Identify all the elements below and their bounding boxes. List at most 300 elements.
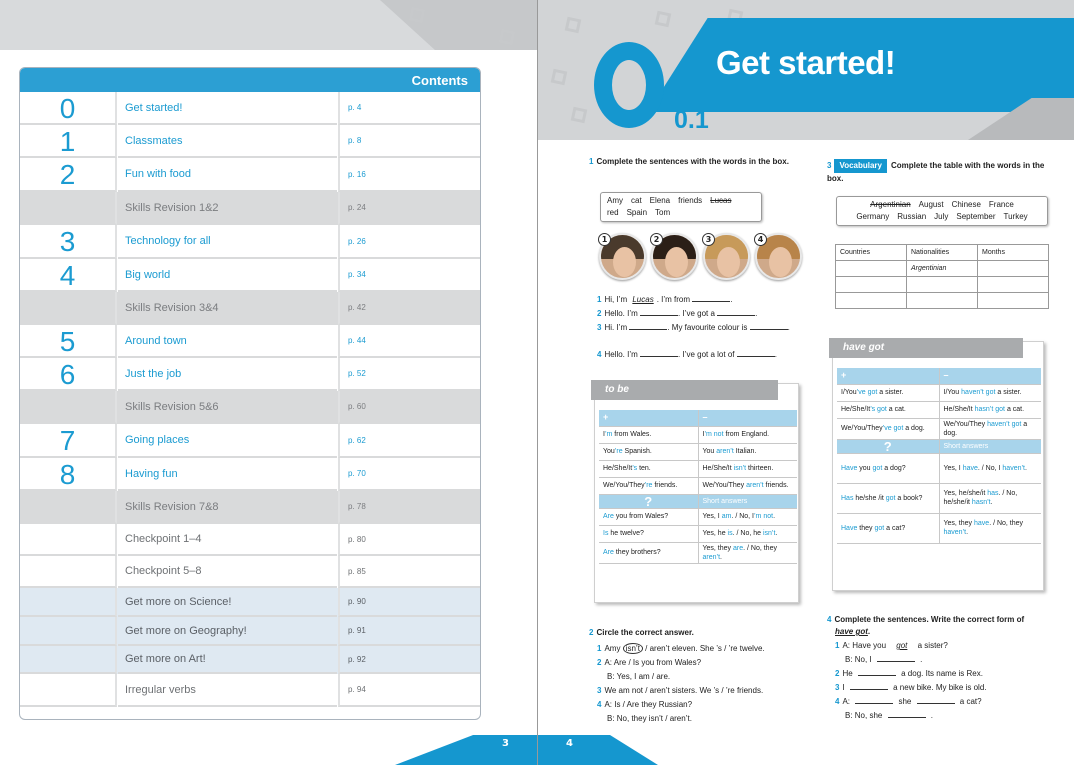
text: a cat. — [886, 406, 906, 413]
example-answer: Argentinian — [911, 265, 947, 272]
page-ref: p. 91 — [338, 617, 481, 646]
contents-row — [20, 292, 481, 325]
text: a sister. — [877, 389, 904, 396]
unit-number: 1 — [20, 125, 117, 158]
item-text: Hi, I’m — [604, 295, 630, 304]
unit-title: Skills Revision 5&6 — [118, 391, 337, 424]
page-ref: p. 16 — [338, 158, 481, 192]
word-line-2 — [843, 211, 1041, 223]
exercise-1-item — [597, 349, 807, 361]
unit-number — [20, 646, 117, 674]
negative-cell — [698, 477, 797, 494]
item-text: A: Is / Are they Russian? — [604, 700, 693, 709]
text: I/You — [943, 389, 962, 396]
unit-title: Skills Revision 7&8 — [118, 491, 337, 524]
item-text: . — [787, 323, 790, 332]
exercise-4-item — [827, 654, 1052, 666]
item-text: B: Yes, I am / are. — [607, 672, 671, 681]
vocab-cell — [907, 293, 978, 309]
contents-row — [20, 524, 481, 556]
word: Germany — [856, 212, 890, 221]
unit-title: Irregular verbs — [118, 674, 337, 707]
text: a sister. — [995, 389, 1022, 396]
word: Argentinian — [870, 200, 911, 209]
item-text: Hello. I’m — [604, 309, 641, 318]
exercise-4-item — [827, 696, 1052, 708]
text: . / No, he — [732, 530, 763, 537]
highlight: got — [885, 494, 896, 502]
item-text: B: No, I — [845, 655, 874, 664]
page-ref: p. 24 — [338, 192, 481, 225]
text: . / No, I — [977, 464, 1003, 472]
unit-number — [20, 674, 117, 707]
item-number: 2 — [597, 658, 602, 667]
contents-row — [20, 424, 481, 458]
answer-blank — [692, 294, 733, 304]
affirmative-cell — [599, 443, 698, 460]
word: Russian — [897, 212, 927, 221]
page-ref: p. 92 — [338, 646, 481, 674]
highlight: am — [721, 513, 732, 520]
word: Turkey — [1003, 212, 1028, 221]
answer-cell — [698, 508, 797, 525]
question-mark: ? — [837, 439, 939, 453]
word: Tom — [655, 208, 671, 217]
highlight: ’s got — [870, 406, 887, 413]
highlight: ’ve got — [882, 425, 904, 432]
question-header-row — [837, 439, 1041, 453]
short-answers-header: Short answers — [698, 494, 797, 508]
exercise-2-item — [589, 657, 804, 669]
unit-title: Get more on Science! — [118, 588, 337, 617]
face-shape — [717, 247, 740, 277]
exercise-4-item — [827, 668, 1052, 680]
text: . — [773, 513, 776, 520]
photo-number: 3 — [702, 233, 715, 246]
page-ref: p. 85 — [338, 556, 481, 588]
to-be-table — [599, 410, 797, 564]
highlight: haven’t — [943, 529, 967, 536]
grammar-header-row — [837, 368, 1041, 384]
answer-cell — [939, 453, 1041, 483]
item-text: B: No, they isn’t / aren’t. — [607, 714, 692, 723]
unit-title: Just the job — [118, 358, 337, 391]
negative-cell — [698, 443, 797, 460]
affirmative-cell — [599, 426, 698, 443]
word: friends — [678, 196, 703, 205]
word: red — [607, 208, 619, 217]
affirmative-cell — [599, 477, 698, 494]
vocab-cell — [907, 277, 978, 293]
item-text: A: Have you — [842, 641, 889, 650]
word: July — [934, 212, 949, 221]
item-text: He — [842, 669, 855, 678]
decor-square — [551, 69, 568, 86]
answer-blank — [717, 308, 758, 318]
negative-cell — [698, 460, 797, 477]
highlight: got — [872, 464, 883, 472]
text: he twelve? — [608, 530, 644, 537]
highlight: isn’t — [762, 530, 776, 537]
text: a cat. — [1005, 406, 1025, 413]
decor-square — [571, 107, 588, 124]
unit-number — [20, 556, 117, 588]
highlight: haven’t — [1002, 464, 1025, 472]
highlight: haven’t got — [987, 420, 1022, 428]
negative-cell — [939, 401, 1041, 418]
contents-row — [20, 92, 481, 125]
answer-cell — [939, 483, 1041, 513]
text: . / No, they — [989, 520, 1024, 527]
item-text: a cat? — [957, 697, 982, 706]
page-number-right: 4 — [566, 738, 573, 749]
page-ref: p. 42 — [338, 292, 481, 325]
text: Yes, they — [702, 544, 733, 552]
contents-row — [20, 646, 481, 674]
grammar-row — [599, 477, 797, 494]
question-row — [837, 453, 1041, 483]
vocab-row — [836, 277, 1049, 293]
answer-blank — [855, 696, 893, 704]
grammar-row — [599, 443, 797, 460]
item-text: . — [917, 655, 923, 664]
text: We/You/They — [943, 420, 988, 428]
vocab-header-row — [836, 245, 1049, 261]
column-header: Months — [978, 245, 1049, 261]
contents-row — [20, 358, 481, 391]
text: . / No, I — [731, 513, 754, 520]
text: You — [702, 448, 717, 455]
text: We/You/They — [702, 482, 747, 489]
affirmative-cell — [599, 460, 698, 477]
photo-number: 1 — [598, 233, 611, 246]
vocab-row — [836, 261, 1049, 277]
minus-header: – — [939, 368, 1041, 384]
text: Yes, I — [943, 464, 963, 472]
vocab-cell — [978, 277, 1049, 293]
text: you — [857, 464, 873, 472]
exercise-1-item — [597, 294, 807, 306]
item-text: We am not / aren’t sisters. We ’s / ’re friends. — [604, 686, 764, 695]
page-corner-tab — [538, 735, 658, 765]
word: cat — [631, 196, 642, 205]
item-number: 2 — [835, 669, 840, 678]
minus-header: – — [698, 410, 797, 426]
text: . / No, they — [743, 544, 777, 552]
text: a dog? — [882, 464, 906, 472]
item-text: A: — [842, 697, 853, 706]
unit-title: Get started! — [118, 92, 337, 125]
decor-square — [499, 29, 516, 46]
unit-number — [20, 391, 117, 424]
unit-title: Classmates — [118, 125, 337, 158]
text: You — [603, 448, 615, 455]
text: thirteen. — [746, 465, 774, 472]
unit-number — [20, 192, 117, 225]
exercise-4-items — [827, 640, 1052, 722]
text: friends. — [652, 482, 678, 489]
unit-number — [20, 524, 117, 556]
highlight: have — [962, 464, 978, 472]
unit-title: Get more on Geography! — [118, 617, 337, 646]
question-row — [837, 483, 1041, 513]
exercise-2-item — [589, 713, 804, 725]
highlight: ’ve got — [856, 389, 878, 396]
affirmative-cell — [837, 418, 939, 439]
exercise-3-instruction: 3 Vocabulary Complete the table with the words in the box. — [827, 161, 1045, 183]
highlight: aren’t — [702, 553, 721, 561]
item-text: . — [928, 711, 934, 720]
page-ref: p. 78 — [338, 491, 481, 524]
item-text: . — [755, 309, 758, 318]
question-row — [599, 525, 797, 542]
highlight: ’m — [604, 431, 613, 438]
highlight: isn’t — [733, 465, 747, 472]
question-cell — [599, 542, 698, 563]
unit-title: Technology for all — [118, 225, 337, 259]
highlight: ’re — [614, 448, 623, 455]
vocab-row — [836, 293, 1049, 309]
exercise-1-item — [597, 322, 807, 334]
answer-cell — [939, 513, 1041, 543]
highlight: haven’t got — [961, 389, 996, 396]
word: September — [956, 212, 996, 221]
page-ref: p. 70 — [338, 458, 481, 491]
highlight: Have — [841, 524, 858, 532]
exercise-3-word-box — [836, 196, 1048, 226]
page-ref: p. 90 — [338, 588, 481, 617]
question-row — [599, 508, 797, 525]
word: Lucas — [710, 196, 732, 205]
unit-number — [20, 617, 117, 646]
exercise-2-item — [589, 685, 804, 697]
unit-number: 5 — [20, 325, 117, 358]
highlight: ’s — [632, 465, 638, 472]
item-number: 2 — [597, 309, 602, 318]
decor-square — [409, 7, 426, 24]
contents-row — [20, 458, 481, 491]
unit-number: 3 — [20, 225, 117, 259]
item-number: 1 — [597, 644, 602, 653]
question-cell — [837, 513, 939, 543]
exercise-1-item — [597, 308, 807, 320]
answer-blank — [640, 308, 678, 316]
unit-title: Fun with food — [118, 158, 337, 192]
unit-title: Going places — [118, 424, 337, 458]
page-ref: p. 60 — [338, 391, 481, 424]
negative-cell — [939, 418, 1041, 439]
text: He/She/It — [702, 465, 734, 472]
item-number: 1 — [597, 295, 602, 304]
item-text: . — [774, 350, 777, 359]
unit-title: Skills Revision 1&2 — [118, 192, 337, 225]
page-ref: p. 34 — [338, 259, 481, 292]
text: . — [775, 530, 778, 537]
item-number: 4 — [597, 700, 602, 709]
highlight: hasn’t got — [974, 406, 1005, 413]
column-header: Nationalities — [907, 245, 978, 261]
unit-number — [20, 292, 117, 325]
question-cell — [837, 483, 939, 513]
text: We/You/They — [603, 482, 645, 489]
grammar-row — [837, 418, 1041, 439]
text: . — [1024, 464, 1027, 472]
exercise-4-item — [827, 682, 1052, 694]
unit-number: 7 — [20, 424, 117, 458]
word-line-1 — [843, 199, 1041, 211]
question-cell — [599, 525, 698, 542]
contents-row — [20, 259, 481, 292]
page-number-left: 3 — [502, 738, 509, 749]
answer-blank — [629, 322, 667, 330]
word-list — [607, 195, 755, 219]
page-ref: p. 44 — [338, 325, 481, 358]
have-got-table — [837, 368, 1041, 544]
answer-blank — [850, 682, 888, 690]
item-text: . I’ve got a lot of — [678, 350, 737, 359]
answer-blank — [888, 710, 926, 718]
page-ref: p. 26 — [338, 225, 481, 259]
vocab-cell — [907, 261, 978, 277]
item-text: Amy — [604, 644, 623, 653]
item-text: A: Are / Is you from Wales? — [604, 658, 702, 667]
unit-title: Skills Revision 3&4 — [118, 292, 337, 325]
question-mark: ? — [599, 494, 698, 508]
to-be-grammar-box — [594, 383, 799, 603]
text: ten. — [637, 465, 651, 472]
answer-blank — [858, 668, 896, 676]
text: a cat? — [884, 524, 906, 532]
contents-table — [19, 67, 481, 720]
item-text: Hi. I’m — [604, 323, 630, 332]
item-text: / aren’t eleven. She ’s / ’re twelve. — [642, 644, 765, 653]
exercise-2-item — [589, 671, 804, 683]
word: Elena — [649, 196, 671, 205]
contents-row — [20, 391, 481, 424]
text: Yes, they — [943, 520, 974, 527]
highlight: hasn’t — [971, 499, 991, 506]
text: . — [720, 553, 722, 561]
contents-row — [20, 556, 481, 588]
word: Spain — [626, 208, 648, 217]
highlight: Are — [603, 513, 614, 520]
vocab-cell — [978, 293, 1049, 309]
question-header-row — [599, 494, 797, 508]
highlight: Has — [841, 494, 854, 502]
answer-cell — [698, 542, 797, 563]
item-number: 3 — [597, 686, 602, 695]
vocab-cell — [836, 293, 907, 309]
to-be-title: to be — [591, 380, 778, 400]
exercise-2-items — [589, 643, 804, 725]
item-text: Hello. I’m — [604, 350, 641, 359]
text: a dog. — [903, 425, 925, 432]
item-text: . — [730, 295, 733, 304]
answer-blank — [640, 349, 678, 357]
example-answer: got — [896, 641, 908, 650]
item-number: 3 — [597, 323, 602, 332]
have-got-grammar-box — [832, 341, 1044, 591]
highlight: aren’t — [716, 448, 734, 455]
contents-row — [20, 674, 481, 707]
text: Yes, he/she/it — [943, 490, 988, 497]
vocabulary-tag: Vocabulary — [834, 159, 887, 173]
negative-cell — [939, 384, 1041, 401]
short-answers-header: Short answers — [939, 439, 1041, 453]
page-ref: p. 80 — [338, 524, 481, 556]
unit-title: Get started! — [716, 44, 896, 81]
item-number: 3 — [835, 683, 840, 692]
answer-blank — [737, 349, 775, 357]
word: Chinese — [951, 200, 981, 209]
answer-cell — [698, 525, 797, 542]
item-text: . I’ve got a — [678, 309, 718, 318]
contents-row — [20, 617, 481, 646]
text: from Wales. — [612, 431, 652, 438]
word: August — [918, 200, 944, 209]
item-text: a dog. Its name is Rex. — [898, 669, 983, 678]
page-ref: p. 8 — [338, 125, 481, 158]
contents-header: Contents — [20, 68, 480, 92]
face-shape — [665, 247, 688, 277]
highlight: is — [727, 530, 733, 537]
word: Amy — [607, 196, 623, 205]
highlight: Are — [603, 549, 614, 556]
grammar-row — [599, 460, 797, 477]
plus-header: + — [837, 368, 939, 384]
circled-answer: isn’t — [623, 643, 643, 654]
answer-blank — [877, 654, 915, 662]
grammar-row — [599, 426, 797, 443]
text: He/She/It — [943, 406, 975, 413]
vocab-cell — [836, 261, 907, 277]
text: I — [603, 431, 605, 438]
text: from England. — [723, 431, 770, 438]
photo-number: 4 — [754, 233, 767, 246]
grammar-row — [837, 384, 1041, 401]
text: Yes, he — [702, 530, 728, 537]
highlight: ’m not — [754, 513, 774, 520]
highlight: has — [987, 490, 999, 497]
have-got-title: have got — [829, 338, 1023, 358]
unit-title: Checkpoint 5–8 — [118, 556, 337, 588]
face-shape — [613, 247, 636, 277]
item-text: B: No, she — [845, 711, 885, 720]
unit-number — [20, 588, 117, 617]
exercise-2-item — [589, 643, 804, 655]
unit-title: Having fun — [118, 458, 337, 491]
exercise-2: 2 Circle the correct answer. 1 Amy isn’t / aren’t eleven. She ’s / ’re twelve. 2 A: Are / Is you from Wales? B: Yes, I am / are. 3 We am not / aren’t sisters. We ’s / ’re friends. 4 A: Is / Are they Russian? B: No, they isn’t / aren’t. — [589, 627, 804, 727]
unit-number: 0 — [20, 92, 117, 125]
decor-square — [565, 17, 582, 34]
exercise-2-item — [589, 699, 804, 711]
unit-title: Around town — [118, 325, 337, 358]
text: you from Wales? — [613, 513, 669, 520]
answer-blank — [750, 322, 788, 330]
contents-row — [20, 158, 481, 192]
highlight: ’m not — [704, 431, 724, 438]
unit-title: Get more on Art! — [118, 646, 337, 674]
text: they brothers? — [613, 549, 661, 556]
highlight: ’re — [644, 482, 653, 489]
text: . / No, he/she/it — [943, 490, 1018, 506]
contents-row — [20, 125, 481, 158]
exercise-4-item — [827, 710, 1052, 722]
grammar-row — [837, 401, 1041, 418]
exercise-1-word-box — [600, 192, 762, 222]
item-text: . My favourite colour is — [667, 323, 750, 332]
question-cell — [837, 453, 939, 483]
